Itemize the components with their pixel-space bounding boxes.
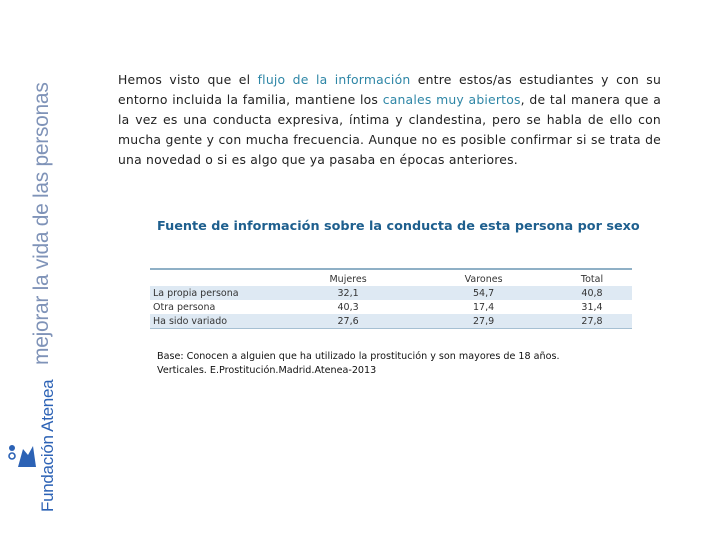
cell-mujeres: 27,6 <box>281 314 415 329</box>
cell-total: 27,8 <box>552 314 632 329</box>
highlight-information-flow: flujo de la información <box>257 72 411 87</box>
row-label: Otra persona <box>153 301 216 313</box>
cell-total: 31,4 <box>581 301 603 313</box>
cell-mujeres: 40,3 <box>337 301 359 313</box>
paragraph-part-2: entre estos/as estudiantes y con su entorno incluida la familia, mantiene los <box>118 72 661 107</box>
highlight-open-channels: canales muy abiertos <box>382 92 521 107</box>
row-label: La propia persona <box>150 286 281 300</box>
fundacion-atenea-logo-icon <box>4 443 38 469</box>
column-header-total: Total <box>552 269 632 286</box>
intro-paragraph <box>118 70 661 170</box>
sidebar-tagline: mejorar la vida de las personas <box>30 82 53 365</box>
base-note <box>157 350 560 377</box>
table-row <box>150 314 632 329</box>
sidebar-brand: Fundación Atenea <box>38 379 57 512</box>
table-row <box>150 300 632 314</box>
cell-varones: 17,4 <box>473 301 495 313</box>
table-row <box>150 286 632 300</box>
base-note-line-1: Base: Conocen a alguien que ha utilizado la prostitución y son mayores de 18 años. <box>157 351 560 362</box>
source-by-sex-table <box>150 268 632 329</box>
row-label: Ha sido variado <box>150 314 281 329</box>
paragraph-part-3: , de tal manera que a la vez es una conducta expresiva, íntima y clandestina, pero se habla de ello con mucha gente y con mucha frecuencia. Aunque no es posible confirmar si se trata de una novedad o si es algo que ya pasaba en épocas anteriores. <box>118 92 661 167</box>
cell-varones: 54,7 <box>415 286 552 300</box>
base-note-line-2: Verticales. E.Prostitución.Madrid.Atenea-2013 <box>157 364 377 376</box>
paragraph-part-1: Hemos visto que el <box>118 72 258 87</box>
cell-total: 40,8 <box>552 286 632 300</box>
table-header-row <box>150 269 632 286</box>
cell-varones: 27,9 <box>415 314 552 329</box>
column-header-mujeres: Mujeres <box>281 269 415 286</box>
header-empty-cell <box>150 269 281 286</box>
table-title: Fuente de información sobre la conducta de esta persona por sexo <box>157 219 640 234</box>
cell-mujeres: 32,1 <box>281 286 415 300</box>
column-header-varones: Varones <box>415 269 552 286</box>
